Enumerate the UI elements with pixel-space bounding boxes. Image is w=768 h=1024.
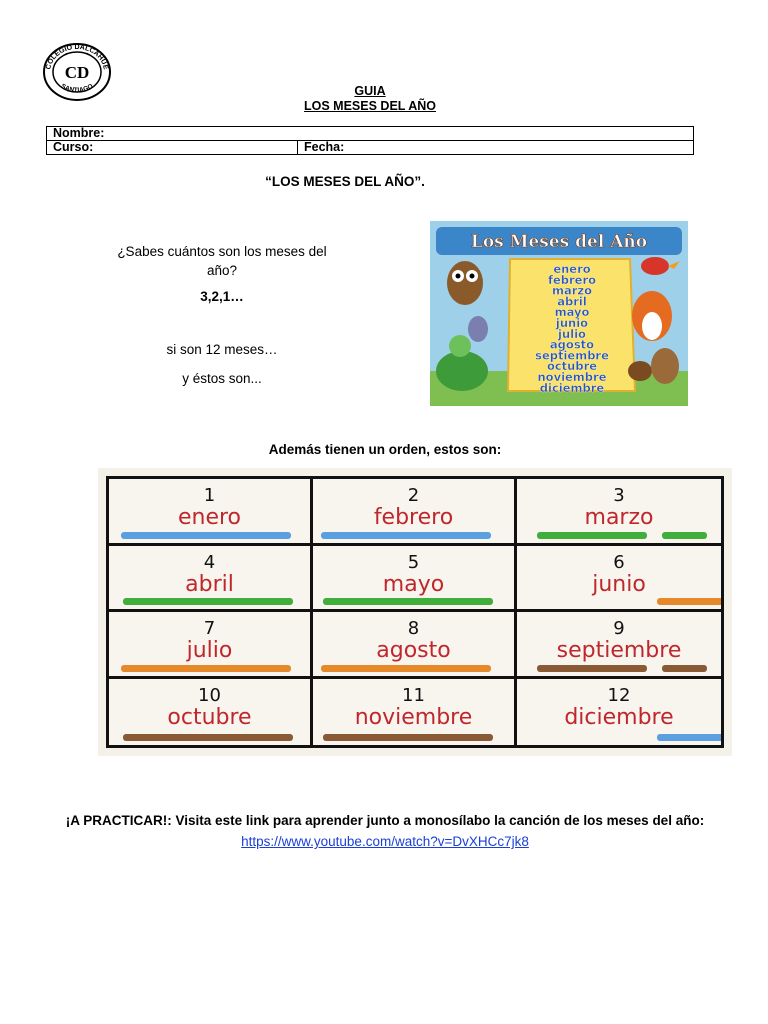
student-info-table <box>46 126 694 155</box>
intro-text: y éstos son... <box>182 371 262 386</box>
color-stroke <box>321 532 491 539</box>
logo-monogram: CD <box>64 63 90 82</box>
month-cell-agosto <box>313 612 517 679</box>
owl-icon <box>447 261 483 305</box>
color-stroke <box>121 532 291 539</box>
month-number: 1 <box>203 485 216 506</box>
color-stroke <box>662 598 707 605</box>
school-logo <box>42 42 112 102</box>
poster-month-mayo: mayo <box>554 305 590 320</box>
order-label: Además tienen un orden, estos son: <box>268 442 502 457</box>
poster-month-junio: junio <box>555 316 589 330</box>
curso-label: Curso: <box>53 140 94 154</box>
poster-month-abril: abril <box>557 294 587 309</box>
answer-text: si son 12 meses… <box>166 342 278 357</box>
fecha-field[interactable] <box>298 141 694 155</box>
color-stroke <box>121 665 291 672</box>
color-stroke <box>662 532 707 539</box>
month-number: 9 <box>613 618 625 639</box>
month-number: 2 <box>407 485 420 506</box>
practice-paragraph <box>60 810 710 852</box>
month-name: marzo <box>584 505 654 530</box>
question-1: ¿Sabes cuántos son los meses del año? <box>117 244 327 278</box>
mouse-icon <box>468 316 488 342</box>
poster-month-julio: julio <box>558 326 586 341</box>
color-stroke <box>537 532 647 539</box>
month-cell-junio <box>517 546 721 613</box>
month-name: julio <box>186 638 233 663</box>
month-cell-enero <box>109 479 313 546</box>
poster-month-noviembre: noviembre <box>537 370 607 384</box>
month-cell-abril <box>109 546 313 613</box>
poster-month-octubre: octubre <box>546 359 598 374</box>
month-name: abril <box>185 571 234 597</box>
month-number: 5 <box>407 551 420 573</box>
month-cell-octubre <box>109 679 313 746</box>
month-cell-marzo <box>517 479 721 546</box>
color-stroke <box>323 734 493 741</box>
color-stroke <box>537 665 647 672</box>
month-cell-febrero <box>313 479 517 546</box>
month-number: 8 <box>407 618 420 639</box>
month-cell-julio <box>109 612 313 679</box>
month-name: febrero <box>373 505 454 530</box>
month-name: junio <box>592 571 646 597</box>
color-stroke <box>662 734 707 741</box>
logo-text-bottom: SANTIAGO <box>59 82 95 95</box>
month-number: 3 <box>613 485 625 506</box>
poster-month-enero: enero <box>553 262 591 276</box>
poster-month-diciembre: diciembre <box>539 380 605 395</box>
color-stroke <box>323 598 493 605</box>
month-cell-diciembre <box>517 679 721 746</box>
month-cell-mayo <box>313 546 517 613</box>
logo-text-top: COLEGIO DALCAHUE <box>45 43 109 71</box>
poster-month-septiembre: septiembre <box>535 348 609 363</box>
month-number: 11 <box>402 684 425 706</box>
month-number: 12 <box>607 684 631 706</box>
color-stroke <box>123 598 293 605</box>
countdown-text: 3,2,1… <box>200 289 244 304</box>
poster-month-febrero: febrero <box>547 272 597 287</box>
page-subtitle: LOS MESES DEL AÑO <box>304 99 436 113</box>
month-name: agosto <box>376 638 451 663</box>
month-name: noviembre <box>354 704 473 730</box>
page-title: GUIA <box>354 84 386 98</box>
poster-month-agosto: agosto <box>549 337 595 352</box>
color-stroke <box>662 665 707 672</box>
months-poster-image <box>430 221 688 406</box>
fox-icon <box>632 291 672 341</box>
youtube-link[interactable]: https://www.youtube.com/watch?v=DvXHCc7jk8 <box>241 834 529 849</box>
month-name: enero <box>177 505 242 530</box>
month-number: 6 <box>613 551 625 573</box>
section-heading: “LOS MESES DEL AÑO”. <box>265 174 425 189</box>
months-grid-frame <box>106 476 724 748</box>
month-cell-septiembre <box>517 612 721 679</box>
month-name: septiembre <box>556 638 682 663</box>
svg-text:SANTIAGO <box>60 83 95 94</box>
months-grid-image <box>98 468 732 756</box>
nombre-field[interactable] <box>47 127 694 141</box>
poster-title: Los Meses del Año <box>470 232 648 252</box>
month-name: octubre <box>167 704 252 730</box>
month-name: diciembre <box>564 704 674 730</box>
month-number: 7 <box>203 618 216 639</box>
poster-month-marzo: marzo <box>551 283 593 298</box>
practice-text: ¡A PRACTICAR!: Visita este link para aprender junto a monosílabo la canción de los meses del año: <box>65 813 705 828</box>
nombre-label: Nombre: <box>53 126 105 140</box>
month-number: 4 <box>203 551 216 573</box>
month-cell-noviembre <box>313 679 517 746</box>
color-stroke <box>321 665 491 672</box>
fecha-label: Fecha: <box>304 140 345 154</box>
curso-field[interactable] <box>47 141 298 155</box>
month-number: 10 <box>198 684 221 706</box>
color-stroke <box>123 734 293 741</box>
month-name: mayo <box>382 571 445 597</box>
